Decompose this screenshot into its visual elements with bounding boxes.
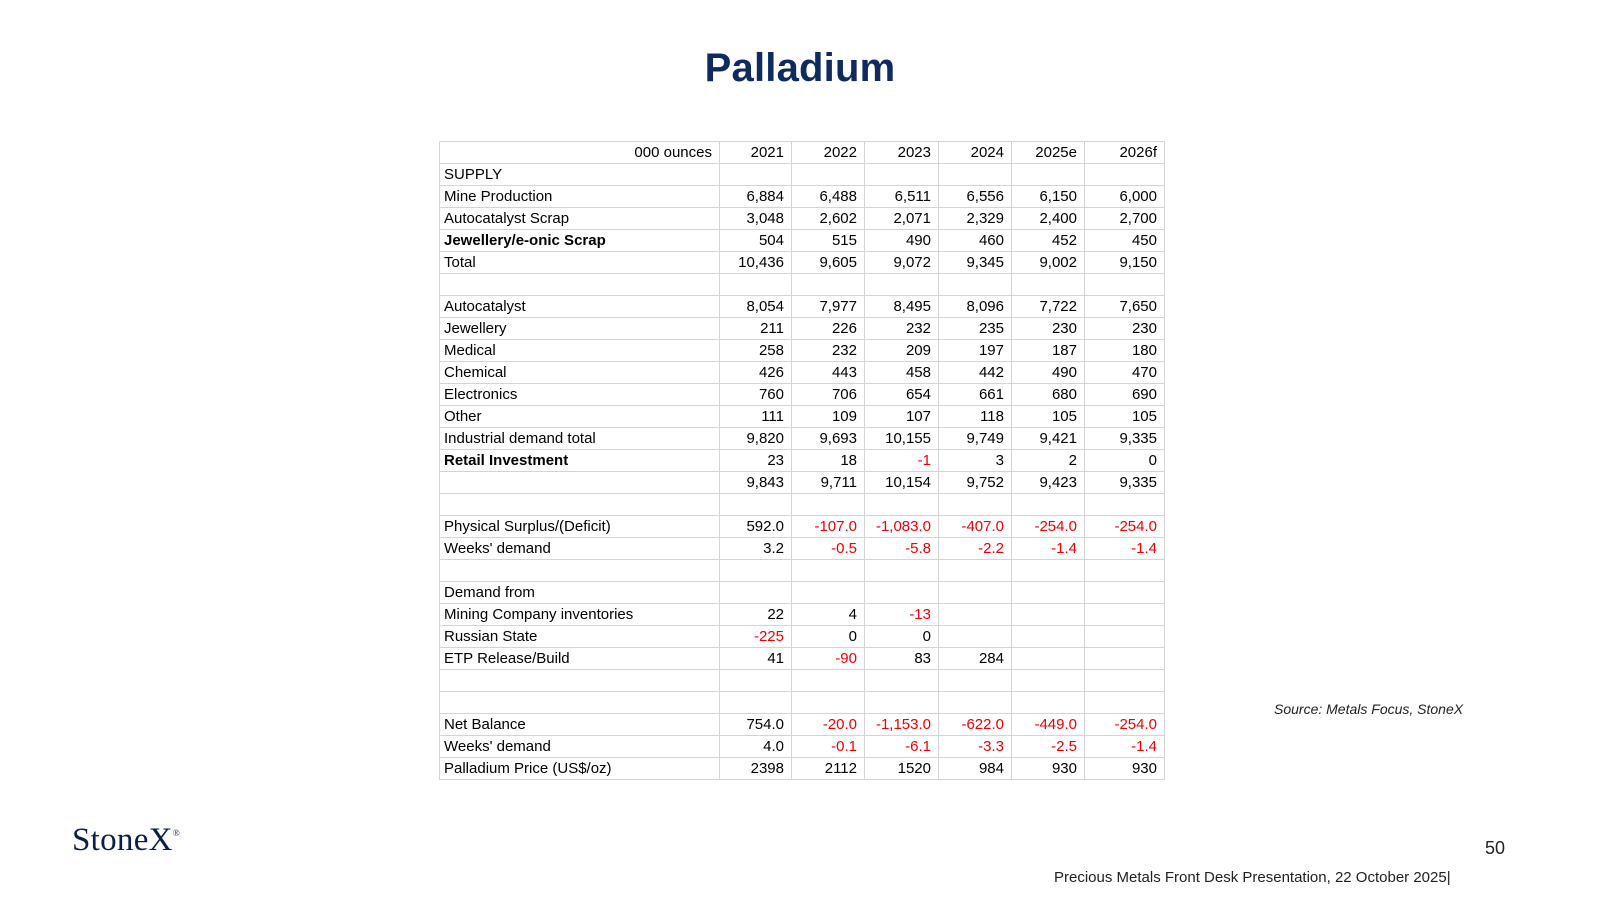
table-cell: 41	[720, 648, 792, 670]
table-cell	[939, 582, 1012, 604]
year-header: 2025e	[1012, 142, 1085, 164]
row-label: Weeks' demand	[440, 538, 720, 560]
table-cell: -622.0	[939, 714, 1012, 736]
row-label: Autocatalyst	[440, 296, 720, 318]
table-row	[440, 670, 1165, 692]
table-cell	[1085, 648, 1165, 670]
table-row	[440, 582, 1165, 604]
table-cell: 450	[1085, 230, 1165, 252]
table-row	[440, 274, 1165, 296]
row-label: Autocatalyst Scrap	[440, 208, 720, 230]
slide-title: Palladium	[704, 46, 896, 90]
table-row	[440, 318, 1165, 340]
table-cell: -254.0	[1085, 516, 1165, 538]
table-cell	[792, 274, 865, 296]
table-cell: -90	[792, 648, 865, 670]
table-cell: -254.0	[1012, 516, 1085, 538]
table-cell: -2.5	[1012, 736, 1085, 758]
footer-text: Precious Metals Front Desk Presentation, 22 October 2025|	[1054, 869, 1451, 886]
table-cell: -1,083.0	[865, 516, 939, 538]
table-cell: 452	[1012, 230, 1085, 252]
table-cell	[1085, 692, 1165, 714]
table-cell	[720, 670, 792, 692]
table-cell	[1085, 582, 1165, 604]
table-cell: 180	[1085, 340, 1165, 362]
table-cell	[1012, 604, 1085, 626]
table-cell: 105	[1012, 406, 1085, 428]
table-cell: 515	[792, 230, 865, 252]
page-number: 50	[1485, 838, 1506, 858]
table-cell	[1012, 692, 1085, 714]
row-label: Mine Production	[440, 186, 720, 208]
table-cell: 3,048	[720, 208, 792, 230]
table-cell: 7,650	[1085, 296, 1165, 318]
table-cell	[865, 670, 939, 692]
table-cell: 9,843	[720, 472, 792, 494]
table-cell: -13	[865, 604, 939, 626]
table-cell: 107	[865, 406, 939, 428]
table-cell: 9,423	[1012, 472, 1085, 494]
table-cell: 10,154	[865, 472, 939, 494]
table-cell: 690	[1085, 384, 1165, 406]
row-label: Medical	[440, 340, 720, 362]
table-row	[440, 340, 1165, 362]
table-cell	[1012, 626, 1085, 648]
table-row	[440, 494, 1165, 516]
table-cell: 9,749	[939, 428, 1012, 450]
row-label: Jewellery/e-onic Scrap	[440, 230, 720, 252]
row-label: Other	[440, 406, 720, 428]
table-cell: 984	[939, 758, 1012, 780]
row-label: Net Balance	[440, 714, 720, 736]
table-cell: 226	[792, 318, 865, 340]
table-cell: -0.5	[792, 538, 865, 560]
table-cell	[865, 274, 939, 296]
table-row	[440, 186, 1165, 208]
table-cell	[1085, 670, 1165, 692]
table-cell: 9,711	[792, 472, 865, 494]
table-cell	[865, 692, 939, 714]
table-cell: 2112	[792, 758, 865, 780]
table-cell: 2,400	[1012, 208, 1085, 230]
row-label: SUPPLY	[440, 164, 720, 186]
table-row	[440, 692, 1165, 714]
year-header: 2026f	[1085, 142, 1165, 164]
table-cell	[1012, 648, 1085, 670]
table-cell: 284	[939, 648, 1012, 670]
registered-mark: ®	[172, 828, 180, 838]
year-header: 2023	[865, 142, 939, 164]
table-cell: 7,722	[1012, 296, 1085, 318]
table-cell	[1012, 560, 1085, 582]
table-row	[440, 758, 1165, 780]
table-cell: 490	[865, 230, 939, 252]
table-row	[440, 362, 1165, 384]
table-cell: 592.0	[720, 516, 792, 538]
table-cell	[720, 560, 792, 582]
table-row	[440, 252, 1165, 274]
table-cell: 661	[939, 384, 1012, 406]
table-cell	[939, 494, 1012, 516]
table-cell	[720, 692, 792, 714]
table-cell: 9,752	[939, 472, 1012, 494]
table-cell: 680	[1012, 384, 1085, 406]
table-cell: 470	[1085, 362, 1165, 384]
table-cell: -3.3	[939, 736, 1012, 758]
table-cell: 490	[1012, 362, 1085, 384]
table-row	[440, 472, 1165, 494]
table-cell: 8,096	[939, 296, 1012, 318]
table-cell	[1085, 274, 1165, 296]
table-cell	[865, 494, 939, 516]
table-cell: -1.4	[1085, 538, 1165, 560]
table-cell	[865, 582, 939, 604]
unit-label: 000 ounces	[440, 142, 720, 164]
table-cell: 9,002	[1012, 252, 1085, 274]
table-cell: -449.0	[1012, 714, 1085, 736]
table-cell: 209	[865, 340, 939, 362]
table-cell: -225	[720, 626, 792, 648]
table-cell: 4.0	[720, 736, 792, 758]
table-cell	[792, 164, 865, 186]
table-cell: -254.0	[1085, 714, 1165, 736]
table-cell	[1012, 164, 1085, 186]
row-label	[440, 692, 720, 714]
row-label: Russian State	[440, 626, 720, 648]
table-cell	[792, 494, 865, 516]
row-label	[440, 274, 720, 296]
table-cell: 458	[865, 362, 939, 384]
table-cell: -1.4	[1012, 538, 1085, 560]
table-cell: 2	[1012, 450, 1085, 472]
table-cell: 235	[939, 318, 1012, 340]
table-cell	[720, 582, 792, 604]
table-cell: 6,556	[939, 186, 1012, 208]
table-header-row	[440, 142, 1165, 164]
table-cell: 2,602	[792, 208, 865, 230]
row-label: Total	[440, 252, 720, 274]
table-row	[440, 714, 1165, 736]
table-row	[440, 626, 1165, 648]
table-cell: 930	[1085, 758, 1165, 780]
table-cell: 460	[939, 230, 1012, 252]
table-cell: 6,884	[720, 186, 792, 208]
table-cell: 0	[1085, 450, 1165, 472]
table-cell	[1085, 164, 1165, 186]
table-cell: 3	[939, 450, 1012, 472]
table-cell: 9,335	[1085, 428, 1165, 450]
logo-text: StoneX	[72, 822, 173, 858]
row-label: Weeks' demand	[440, 736, 720, 758]
table-cell	[1085, 626, 1165, 648]
table-cell: 9,335	[1085, 472, 1165, 494]
table-cell: 2,700	[1085, 208, 1165, 230]
row-label	[440, 494, 720, 516]
table-cell: 23	[720, 450, 792, 472]
table-cell: 9,421	[1012, 428, 1085, 450]
table-row	[440, 736, 1165, 758]
table-cell	[1085, 604, 1165, 626]
table-cell: -107.0	[792, 516, 865, 538]
table-body	[440, 164, 1165, 780]
table-row	[440, 230, 1165, 252]
table-cell: 9,693	[792, 428, 865, 450]
table-cell: 18	[792, 450, 865, 472]
table-cell: -20.0	[792, 714, 865, 736]
table-cell: 105	[1085, 406, 1165, 428]
table-cell: 109	[792, 406, 865, 428]
table-cell: 7,977	[792, 296, 865, 318]
row-label: Palladium Price (US$/oz)	[440, 758, 720, 780]
table-row	[440, 384, 1165, 406]
table-cell: 1520	[865, 758, 939, 780]
table-cell: -6.1	[865, 736, 939, 758]
row-label: Mining Company inventories	[440, 604, 720, 626]
table-cell: 22	[720, 604, 792, 626]
table-cell: 0	[865, 626, 939, 648]
table-cell	[1012, 274, 1085, 296]
row-label: Industrial demand total	[440, 428, 720, 450]
table-cell	[792, 670, 865, 692]
table-cell	[865, 560, 939, 582]
table-cell: 442	[939, 362, 1012, 384]
table-row	[440, 296, 1165, 318]
table-cell: 197	[939, 340, 1012, 362]
table-cell	[792, 692, 865, 714]
table-cell: 2,071	[865, 208, 939, 230]
table-cell: 232	[792, 340, 865, 362]
table-cell: -1.4	[1085, 736, 1165, 758]
table-cell: 9,150	[1085, 252, 1165, 274]
table-cell: -1,153.0	[865, 714, 939, 736]
table-cell: 4	[792, 604, 865, 626]
row-label: Electronics	[440, 384, 720, 406]
table-cell: 8,054	[720, 296, 792, 318]
table-cell: 187	[1012, 340, 1085, 362]
table-cell	[1012, 670, 1085, 692]
table-cell	[792, 560, 865, 582]
table-row	[440, 648, 1165, 670]
table-cell: 654	[865, 384, 939, 406]
row-label	[440, 560, 720, 582]
table-cell: -1	[865, 450, 939, 472]
table-cell: 118	[939, 406, 1012, 428]
table-cell	[1012, 582, 1085, 604]
row-label	[440, 670, 720, 692]
table-row	[440, 538, 1165, 560]
table-cell: 6,150	[1012, 186, 1085, 208]
table-cell	[939, 626, 1012, 648]
row-label: ETP Release/Build	[440, 648, 720, 670]
year-header: 2024	[939, 142, 1012, 164]
row-label: Chemical	[440, 362, 720, 384]
table-row	[440, 428, 1165, 450]
table-cell: 6,000	[1085, 186, 1165, 208]
table-cell: 230	[1085, 318, 1165, 340]
table-cell: 426	[720, 362, 792, 384]
table-cell: -5.8	[865, 538, 939, 560]
table-cell: 2,329	[939, 208, 1012, 230]
table-cell: 10,155	[865, 428, 939, 450]
table-row	[440, 604, 1165, 626]
table-cell	[939, 692, 1012, 714]
table-cell: 760	[720, 384, 792, 406]
table-cell	[865, 164, 939, 186]
table-cell	[939, 560, 1012, 582]
table-row	[440, 208, 1165, 230]
table-cell: 504	[720, 230, 792, 252]
table-cell: -2.2	[939, 538, 1012, 560]
table-cell: 706	[792, 384, 865, 406]
year-header: 2022	[792, 142, 865, 164]
table-cell: 83	[865, 648, 939, 670]
table-cell	[939, 604, 1012, 626]
table-row	[440, 164, 1165, 186]
year-header: 2021	[720, 142, 792, 164]
table-cell	[939, 670, 1012, 692]
table-cell: 9,345	[939, 252, 1012, 274]
table-cell: 9,820	[720, 428, 792, 450]
table-row	[440, 450, 1165, 472]
table-cell: 0	[792, 626, 865, 648]
table-cell	[720, 274, 792, 296]
table-row	[440, 516, 1165, 538]
table-cell: 10,436	[720, 252, 792, 274]
row-label: Jewellery	[440, 318, 720, 340]
table-cell: 443	[792, 362, 865, 384]
table-row	[440, 406, 1165, 428]
table-cell	[939, 164, 1012, 186]
table-cell	[720, 494, 792, 516]
table-cell: 8,495	[865, 296, 939, 318]
table-cell: 111	[720, 406, 792, 428]
table-cell	[939, 274, 1012, 296]
table-cell: -0.1	[792, 736, 865, 758]
table-cell	[1085, 560, 1165, 582]
row-label	[440, 472, 720, 494]
table-cell: 2398	[720, 758, 792, 780]
table-cell: 754.0	[720, 714, 792, 736]
row-label: Demand from	[440, 582, 720, 604]
table-cell: 6,488	[792, 186, 865, 208]
table-cell: -407.0	[939, 516, 1012, 538]
table-cell: 232	[865, 318, 939, 340]
row-label: Retail Investment	[440, 450, 720, 472]
table-cell: 930	[1012, 758, 1085, 780]
source-note: Source: Metals Focus, StoneX	[1274, 701, 1464, 717]
table-cell: 3.2	[720, 538, 792, 560]
table-cell: 9,605	[792, 252, 865, 274]
table-cell: 230	[1012, 318, 1085, 340]
table-cell: 6,511	[865, 186, 939, 208]
table-cell	[792, 582, 865, 604]
table-cell	[1012, 494, 1085, 516]
palladium-balance-table	[439, 141, 1165, 780]
table-cell	[1085, 494, 1165, 516]
stonex-logo	[72, 822, 180, 859]
table-row	[440, 560, 1165, 582]
table-cell: 9,072	[865, 252, 939, 274]
table-cell	[720, 164, 792, 186]
table-cell: 258	[720, 340, 792, 362]
table-cell: 211	[720, 318, 792, 340]
row-label: Physical Surplus/(Deficit)	[440, 516, 720, 538]
